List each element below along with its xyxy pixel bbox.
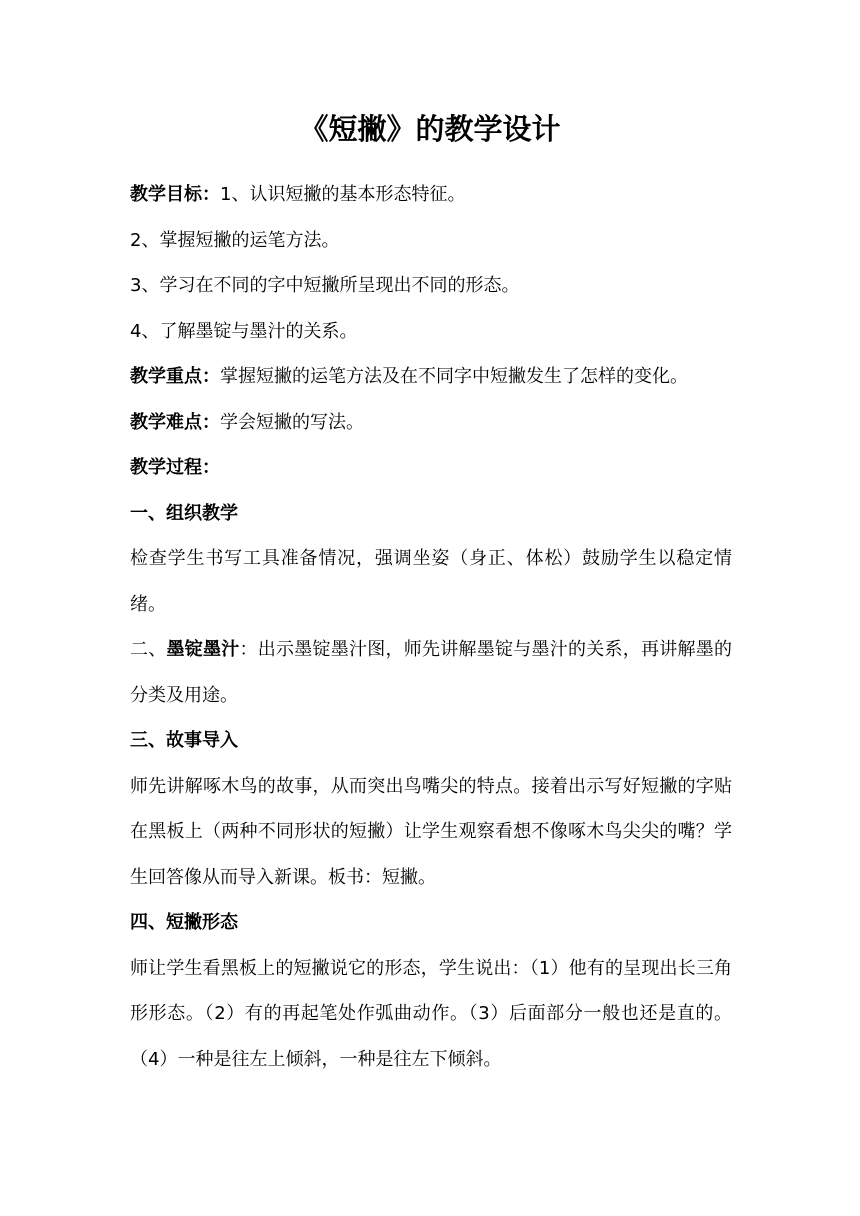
key-points-paragraph — [130, 354, 732, 400]
difficulties-paragraph — [130, 400, 732, 446]
section-text: 师让学生看黑板上的短撇说它的形态，学生说出：（1）他有的呈现出长三角形形态。（2）有的再起笔处作弧曲动作。（3）后面部分一般也还是直的。（4）一种是往左上倾斜，一种是往左下倾斜。 — [130, 957, 732, 1070]
key-points-text: 掌握短撇的运笔方法及在不同字中短撇发生了怎样的变化。 — [220, 366, 688, 387]
objectives-paragraph — [130, 172, 732, 218]
objective-item: 1、认识短撇的基本形态特征。 — [220, 184, 466, 205]
difficulties-text: 学会短撇的写法。 — [220, 411, 364, 433]
objective-item: 4、了解墨锭与墨汁的关系。 — [130, 320, 358, 342]
objectives-label: 教学目标： — [130, 184, 220, 205]
objective-item: 2、掌握短撇的运笔方法。 — [130, 229, 340, 251]
section-heading: 四、短撇形态 — [130, 912, 238, 933]
objective-item: 3、学习在不同的字中短撇所呈现出不同的形态。 — [130, 275, 520, 296]
document-body — [130, 172, 732, 1082]
section-text: ：出示墨锭墨汁图，师先讲解墨锭与墨汁的关系，再讲解墨的分类及用途。 — [130, 639, 732, 706]
document-title: 《短撇》的教学设计 — [299, 112, 561, 146]
section-heading: 墨锭墨汁 — [166, 639, 240, 660]
section-text: 师先讲解啄木鸟的故事，从而突出鸟嘴尖的特点。接着出示写好短撇的字贴在黑板上（两种不同形状的短撇）让学生观察看想不像啄木鸟尖尖的嘴？学生回答像从而导入新课。板书：短撇。 — [130, 775, 732, 888]
key-points-label: 教学重点： — [130, 366, 220, 387]
section-heading: 三、故事导入 — [130, 730, 238, 751]
section-heading: 一、组织教学 — [130, 502, 238, 524]
difficulties-label: 教学难点： — [130, 411, 220, 433]
section-text: 检查学生书写工具准备情况，强调坐姿（身正、体松）鼓励学生以稳定情绪。 — [130, 548, 732, 615]
section-paragraph — [130, 627, 732, 718]
process-label: 教学过程： — [130, 457, 220, 478]
section-heading-prefix: 二、 — [130, 639, 167, 660]
